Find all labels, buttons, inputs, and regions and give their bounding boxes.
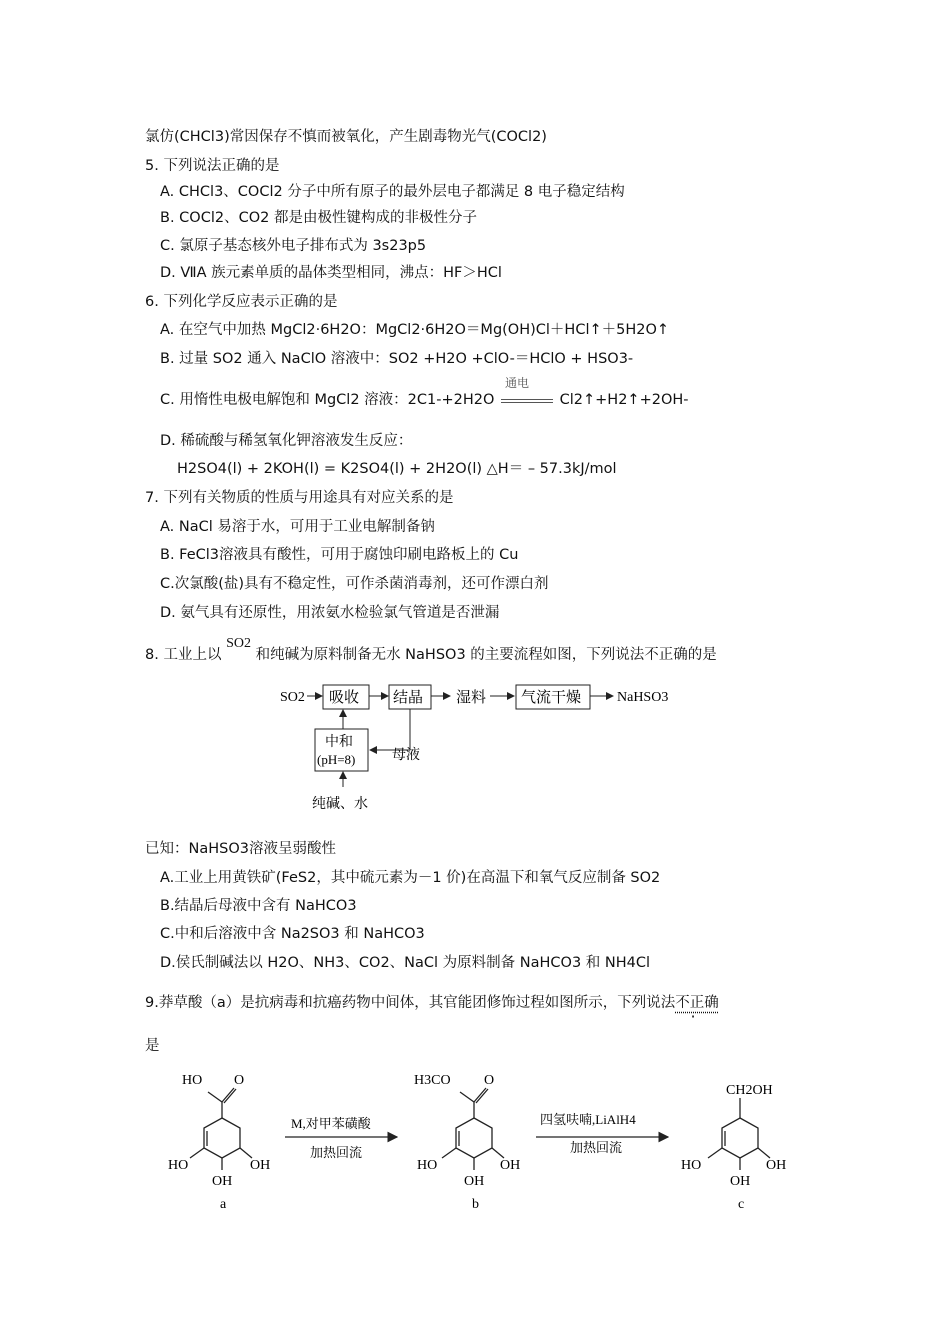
c-oh-left: HO [681,1158,702,1173]
flow-neutral-2: (pH=8) [317,752,356,767]
q6-option-c [160,376,689,410]
q7-option-a: A. NaCl 易溶于水，可用于工业电解制备钠 [160,519,435,535]
label-c: c [738,1197,745,1212]
q8-option-d: D.侯氏制碱法以 H2O、NH3、CO2、NaCl 为原料制备 NaHCO3 和 NH4Cl [160,955,651,971]
q6-option-b: B. 过量 SO2 通入 NaClO 溶液中：SO2 +H2O +ClO-＝HClO + HSO3- [160,351,634,367]
flow-absorb: 吸收 [329,690,360,706]
b-oh-left: HO [417,1158,438,1173]
intro-text: 氯仿(CHCl3)常因保存不慎而被氧化，产生剧毒物光气(COCl2) [145,129,547,145]
label-b: b [472,1197,479,1212]
q6-option-c-right: Cl2↑+H2↑+2OH- [559,392,689,408]
arrow1-bottom: 加热回流 [310,1145,363,1160]
q8-known: 已知：NaHSO3溶液呈弱酸性 [145,841,336,857]
a-oh-right: OH [250,1158,271,1173]
q8-stem [145,636,717,666]
c-oh-mid: OH [730,1174,751,1189]
q8-flow-diagram [270,675,710,820]
flow-product: NaHSO3 [617,690,669,705]
q6-stem: 6. 下列化学反应表示正确的是 [145,294,338,310]
electrolysis-condition: 通电 [505,376,530,390]
q9-stem-emphasis: 不正确 [675,995,719,1011]
q6-option-d-equation: H2SO4(l) + 2KOH(l) = K2SO4(l) + 2H2O(l) △H＝ – 57.3kJ/mol [177,461,617,477]
q8-stem-so2: SO2 [226,636,251,651]
a-oh-left: HO [168,1158,189,1173]
q9-stem [145,993,719,1013]
q9-stem-text: 9.莽草酸（a）是抗病毒和抗癌药物中间体，其官能团修饰过程如图所示，下列说法 [145,995,676,1011]
q6-option-c-left: C. 用惰性电极电解饱和 MgCl2 溶液：2C1-+2H2O [160,392,495,408]
b-oh-mid: OH [464,1174,485,1189]
b-oh-right: OH [500,1158,521,1173]
q5-option-b: B. COCl2、CO2 都是由极性键构成的非极性分子 [160,210,477,226]
molecule-a [190,1088,252,1170]
intro-line [145,127,547,147]
q8-stem-post: 和纯碱为原料制备无水 NaHSO3 的主要流程如图，下列说法不正确的是 [255,647,717,663]
q6-option-a: A. 在空气中加热 MgCl2·6H2O：MgCl2·6H2O＝Mg(OH)Cl＋HCl↑＋5H2O↑ [160,322,670,338]
q8-stem-pre: 8. 工业上以 [145,647,222,663]
b-top-h3co: H3CO [414,1073,451,1088]
flow-crystal: 结晶 [393,690,424,706]
q5-stem: 5. 下列说法正确的是 [145,158,280,174]
a-top-ho: HO [182,1073,203,1088]
flow-dry: 气流干燥 [521,690,582,706]
flow-raw: 纯碱、水 [312,797,368,812]
q8-option-c: C.中和后溶液中含 Na2SO3 和 NaHCO3 [160,926,425,942]
arrow2-top: 四氢呋喃,LiAlH4 [540,1112,636,1127]
flow-so2: SO2 [280,690,305,705]
arrow2-bottom: 加热回流 [570,1140,623,1155]
q7-option-c: C.次氯酸(盐)具有不稳定性，可作杀菌消毒剂，还可作漂白剂 [160,576,549,592]
q5-option-d: D. ⅦA 族元素单质的晶体类型相同，沸点：HF＞HCl [160,265,502,281]
q9-stem-end: 是 [145,1038,160,1054]
q5-option-c: C. 氯原子基态核外电子排布式为 3s23p5 [160,238,427,254]
q8-option-a: A.工业上用黄铁矿(FeS2，其中硫元素为－1 价)在高温下和氧气反应制备 SO2 [160,870,661,886]
c-oh-right: OH [766,1158,787,1173]
molecule-b [442,1088,504,1170]
arrow1-top: M,对甲苯磺酸 [291,1116,371,1131]
label-a: a [220,1197,227,1212]
a-oh-mid: OH [212,1174,233,1189]
molecule-c [708,1098,770,1170]
electrolysis-sign [499,376,555,410]
flow-mother: 母液 [392,748,420,763]
flow-wet: 湿料 [456,690,487,706]
flow-neutral-1: 中和 [325,735,353,750]
q7-stem: 7. 下列有关物质的性质与用途具有对应关系的是 [145,490,454,506]
q6-option-d: D. 稀硫酸与稀氢氧化钾溶液发生反应： [160,433,413,449]
q7-option-b: B. FeCl3溶液具有酸性，可用于腐蚀印刷电路板上的 Cu [160,547,519,563]
c-top-ch2oh: CH2OH [726,1083,773,1098]
a-carbonyl-o: O [234,1073,245,1088]
q8-option-b: B.结晶后母液中含有 NaHCO3 [160,898,357,914]
b-carbonyl-o: O [484,1073,495,1088]
q9-reaction-scheme [160,1062,800,1222]
q7-option-d: D. 氨气具有还原性，用浓氨水检验氯气管道是否泄漏 [160,605,500,621]
q5-option-a: A. CHCl3、COCl2 分子中所有原子的最外层电子都满足 8 电子稳定结构 [160,184,625,200]
